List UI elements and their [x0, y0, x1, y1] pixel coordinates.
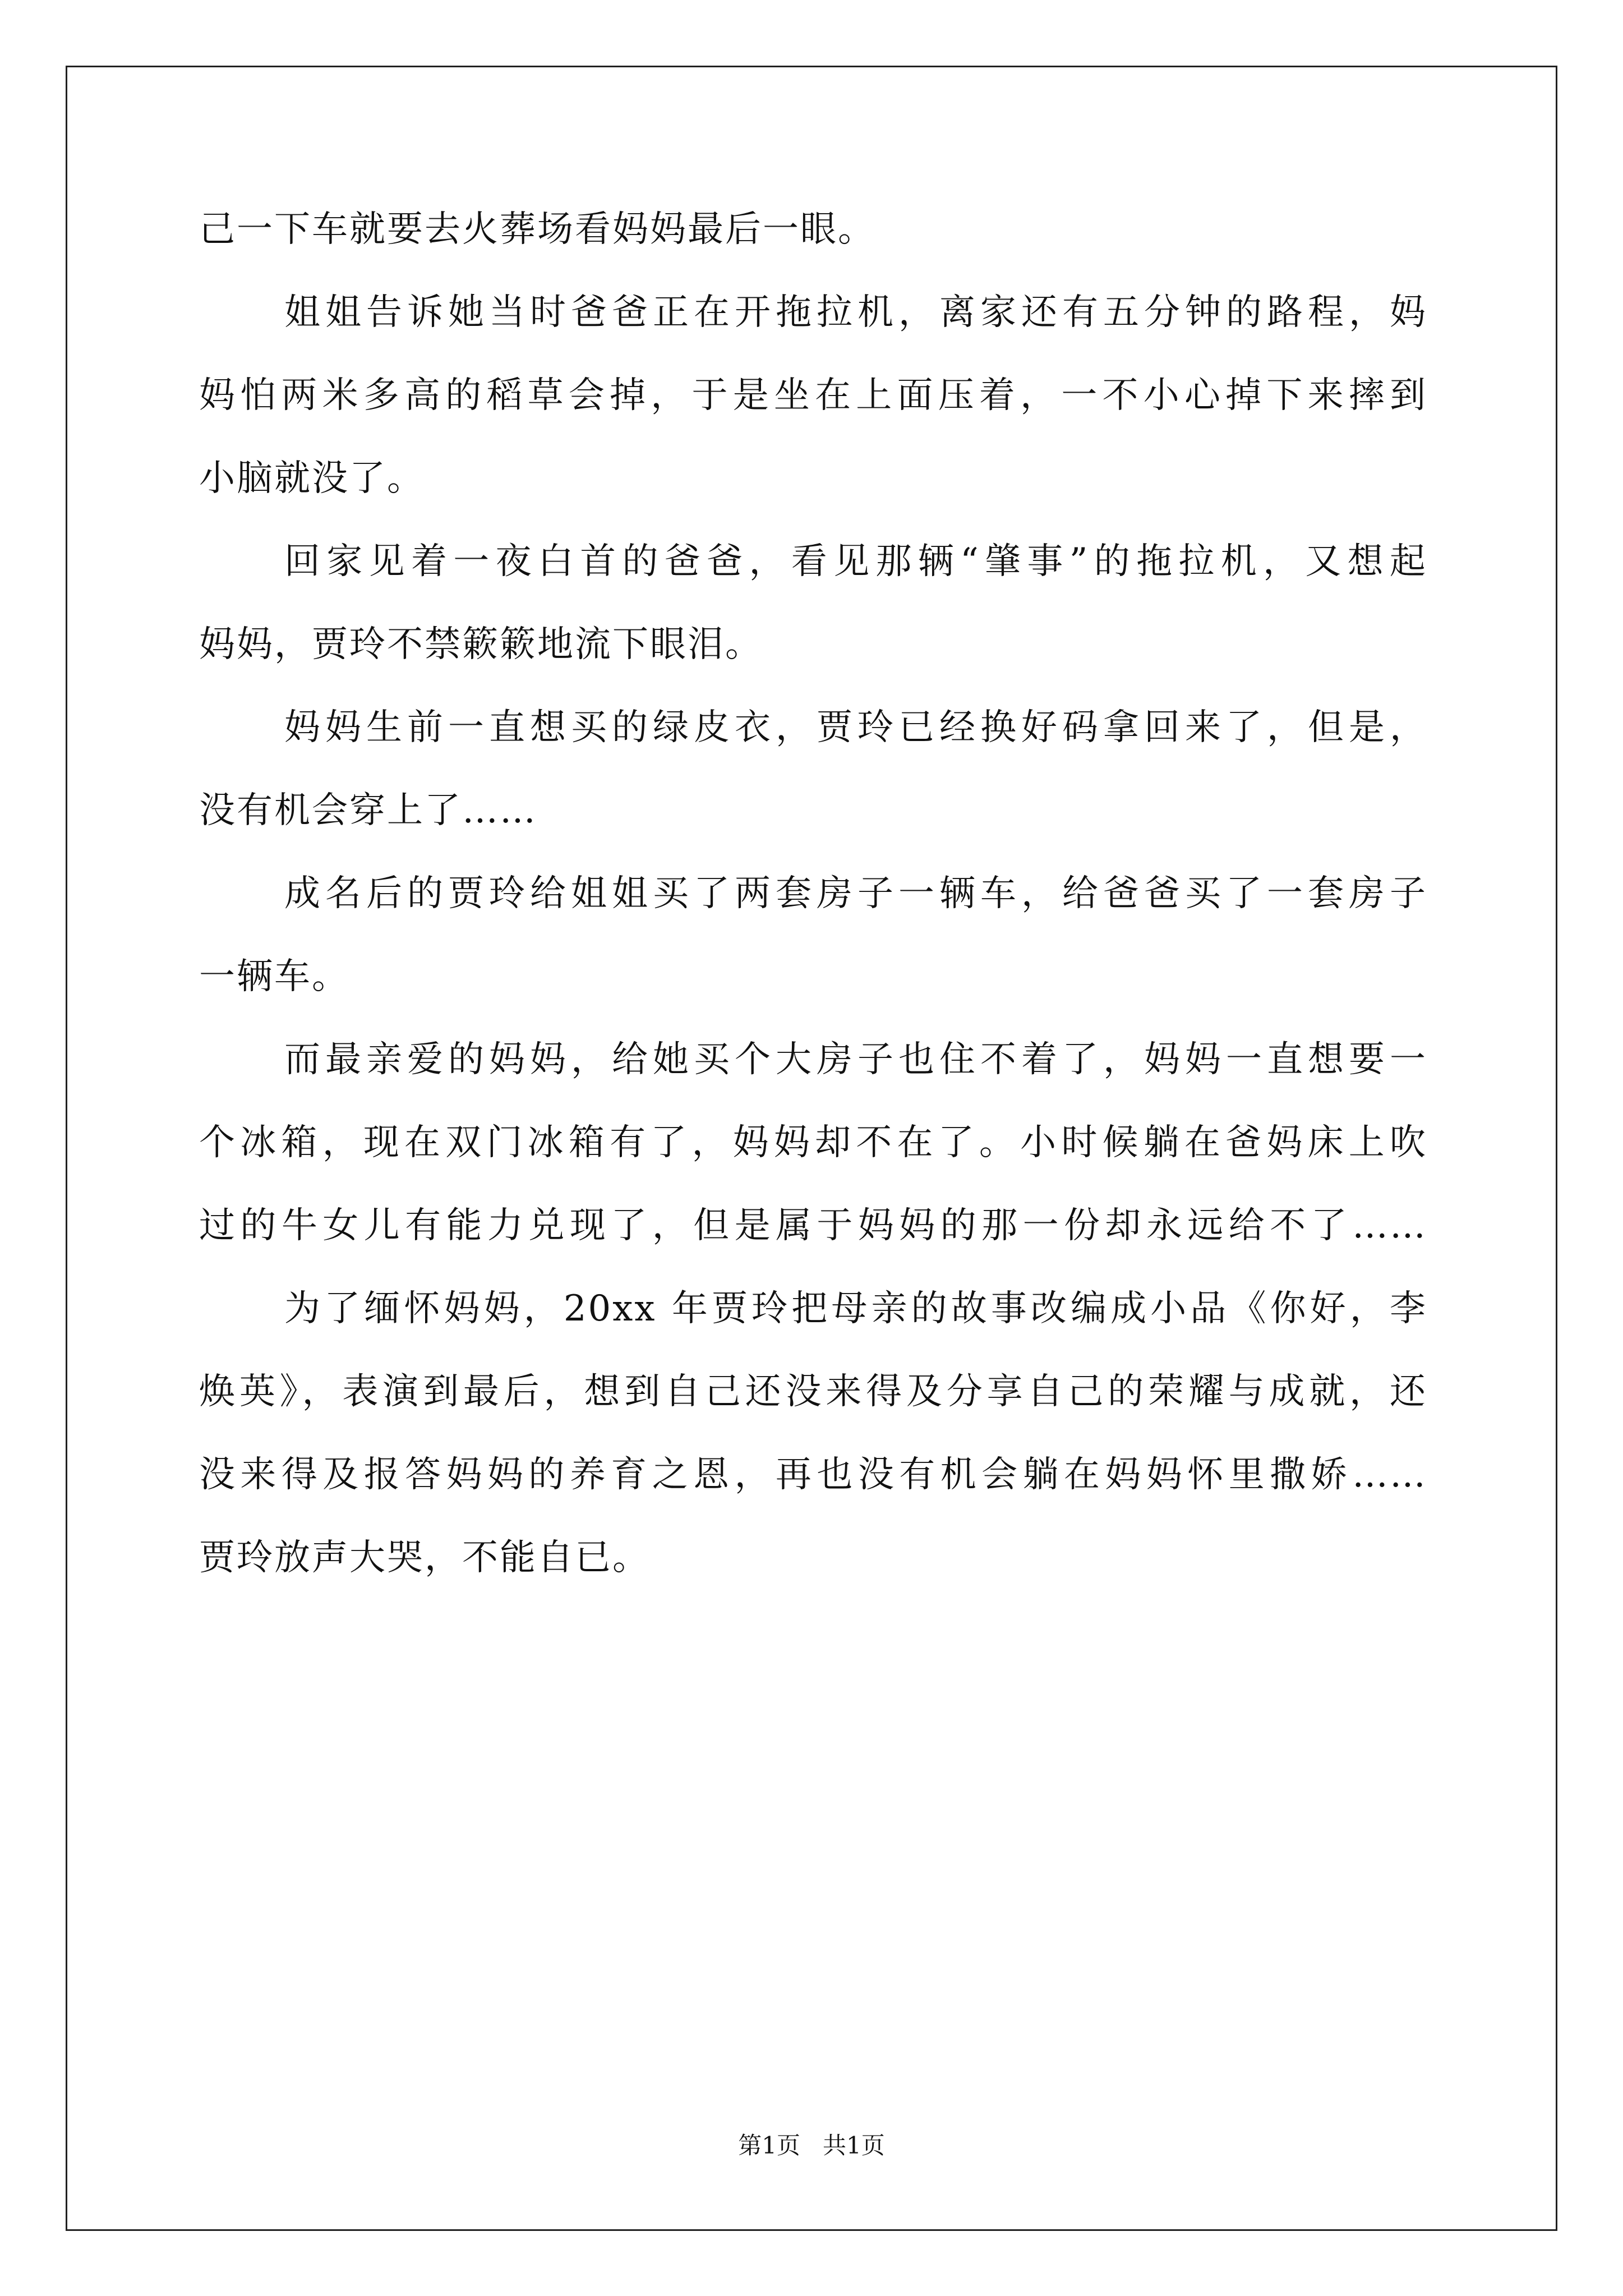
text-line: 小脑就没了。: [199, 458, 425, 499]
text-line: 一辆车。: [199, 956, 349, 997]
text-line: 妈妈生前一直想买的绿皮衣，贾玲已经换好码拿回来了，但是，: [284, 707, 1427, 748]
text-line: 贾玲放声大哭，不能自已。: [199, 1537, 650, 1579]
text-line: 没有机会穿上了……: [199, 790, 537, 831]
text-line: 焕英》，表演到最后，想到自己还没来得及分享自己的荣耀与成就，还: [199, 1371, 1427, 1412]
text-line: 姐姐告诉她当时爸爸正在开拖拉机，离家还有五分钟的路程，妈: [284, 292, 1427, 333]
text-line: 过的牛女儿有能力兑现了，但是属于妈妈的那一份却永远给不了……: [199, 1205, 1427, 1246]
text-line: 妈妈，贾玲不禁簌簌地流下眼泪。: [199, 624, 763, 665]
document-body: [199, 188, 1427, 1599]
text-line: 妈怕两米多高的稻草会掉，于是坐在上面压着，一不小心掉下来摔到: [199, 375, 1427, 416]
text-line: 成名后的贾玲给姐姐买了两套房子一辆车，给爸爸买了一套房子: [284, 873, 1427, 914]
text-line: 回家见着一夜白首的爸爸，看见那辆“肇事”的拖拉机，又想起: [284, 541, 1427, 582]
page-footer: 第1页 共1页: [738, 2132, 885, 2159]
text-line: 个冰箱，现在双门冰箱有了，妈妈却不在了。小时候躺在爸妈床上吹: [199, 1122, 1427, 1163]
text-line: 己一下车就要去火葬场看妈妈最后一眼。: [199, 209, 875, 250]
text-line: 为了缅怀妈妈，20xx 年贾玲把母亲的故事改编成小品《你好，李: [284, 1288, 1427, 1329]
text-line: 没来得及报答妈妈的养育之恩，再也没有机会躺在妈妈怀里撒娇……: [199, 1454, 1427, 1496]
text-line: 而最亲爱的妈妈，给她买个大房子也住不着了，妈妈一直想要一: [284, 1039, 1427, 1080]
